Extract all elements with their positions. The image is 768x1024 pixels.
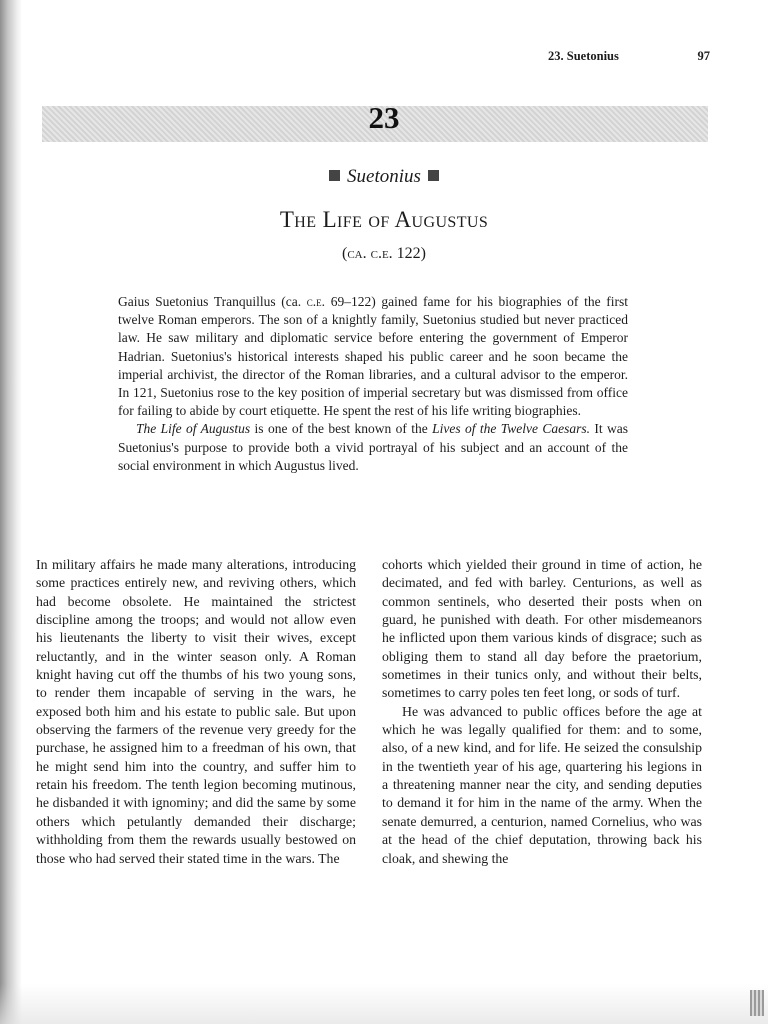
page-bottom-shadow <box>0 984 768 1024</box>
running-head-title: 23. Suetonius <box>548 49 619 63</box>
work-date-era: c.e. <box>370 245 393 262</box>
body-paragraph: He was advanced to public offices before the age at which he was legally qualified for them: and to some, also, of a new kind, and for life. He seized the consulship in the twentieth year of his age, quartering his legions in a threatening manner near the city, and sending deputies to demand it for him in the name of the army. When the senate demurred, a centurion, named Cornelius, who was at the head of the chief deputation, throwing back his cloak, and shewing the <box>382 703 702 866</box>
work-date-prefix: (ca. <box>342 245 371 262</box>
author-name: Suetonius <box>347 166 421 187</box>
square-bullet-icon <box>428 170 439 181</box>
work-title: The Life of Augustus <box>279 207 489 232</box>
square-bullet-icon <box>329 170 340 181</box>
body-column-right <box>382 556 702 868</box>
work-date <box>0 245 768 263</box>
intro-text: is one of the best known of the <box>250 421 433 437</box>
intro-collection-title: Lives of the Twelve Caesars. <box>432 421 590 437</box>
intro-text: 69–122) gained fame for his biographies of the first twelve Roman emperors. The son of a knightly family, Suetonius studied but never practiced law. He saw military and diplomatic service before entering the government of Emperor Hadrian. Suetonius's historical interests shaped his public career and he soon became the imperial archivist, the director of the Roman libraries, and a cultural advisor to the emperor. In 121, Suetonius rose to the key position of imperial secretary but was dismissed from office for failing to abide by court etiquette. He spent the rest of his life writing biographies. <box>118 294 628 419</box>
body-paragraph: cohorts which yielded their ground in time of action, he decimated, and fed with barley. Centurions, as well as common sentinels, who deserted their posts when on guard, he punished with death. For other misdemeanors he inflicted upon them various kinds of disgrace; such as obliging them to stand all day before the praetorium, sometimes in their tunics only, and without their belts, sometimes to carry poles ten feet long, or sods of turf. <box>382 557 702 701</box>
intro-work-title: The Life of Augustus <box>136 421 251 437</box>
author-line <box>0 166 768 188</box>
scan-corner-mark <box>750 990 764 1016</box>
chapter-introduction <box>118 293 628 475</box>
chapter-number: 23 <box>368 100 400 135</box>
running-head <box>548 49 710 67</box>
body-paragraph: In military affairs he made many alterations, introducing some practices entirely new, and reviving others, which had become obsolete. He maintained the strictest discipline among the troops; and would not allow even his lieutenants the liberty to visit their wives, except reluctantly, and in the winter season only. A Roman knight having cut off the thumbs of his two young sons, to render them incapable of serving in the wars, he exposed both him and his estate to public sale. But upon observing the farmers of the revenue very greedy for the purchase, he assigned him to a freedman of his own, that he might send him into the country, and suffer him to retain his freedom. The tenth legion becoming mutinous, he disbanded it with ignominy; and did the same by some others which petulantly demanded their discharge; withholding from them the rewards usually bestowed on those who had served their stated time in the wars. The <box>36 557 356 866</box>
page-gutter-shadow <box>0 0 22 1024</box>
intro-era: c.e. <box>306 294 326 309</box>
work-date-year: 122) <box>392 245 426 262</box>
intro-paragraph <box>118 420 628 475</box>
page-number: 97 <box>697 49 710 63</box>
intro-paragraph <box>118 293 628 420</box>
intro-text: Gaius Suetonius Tranquillus (ca. <box>118 294 307 309</box>
intro-text: It was Suetonius's purpose to provide both a vivid portrayal of his subject and an account of the social environment in which Augustus lived. <box>118 421 629 473</box>
body-column-left <box>36 556 356 868</box>
